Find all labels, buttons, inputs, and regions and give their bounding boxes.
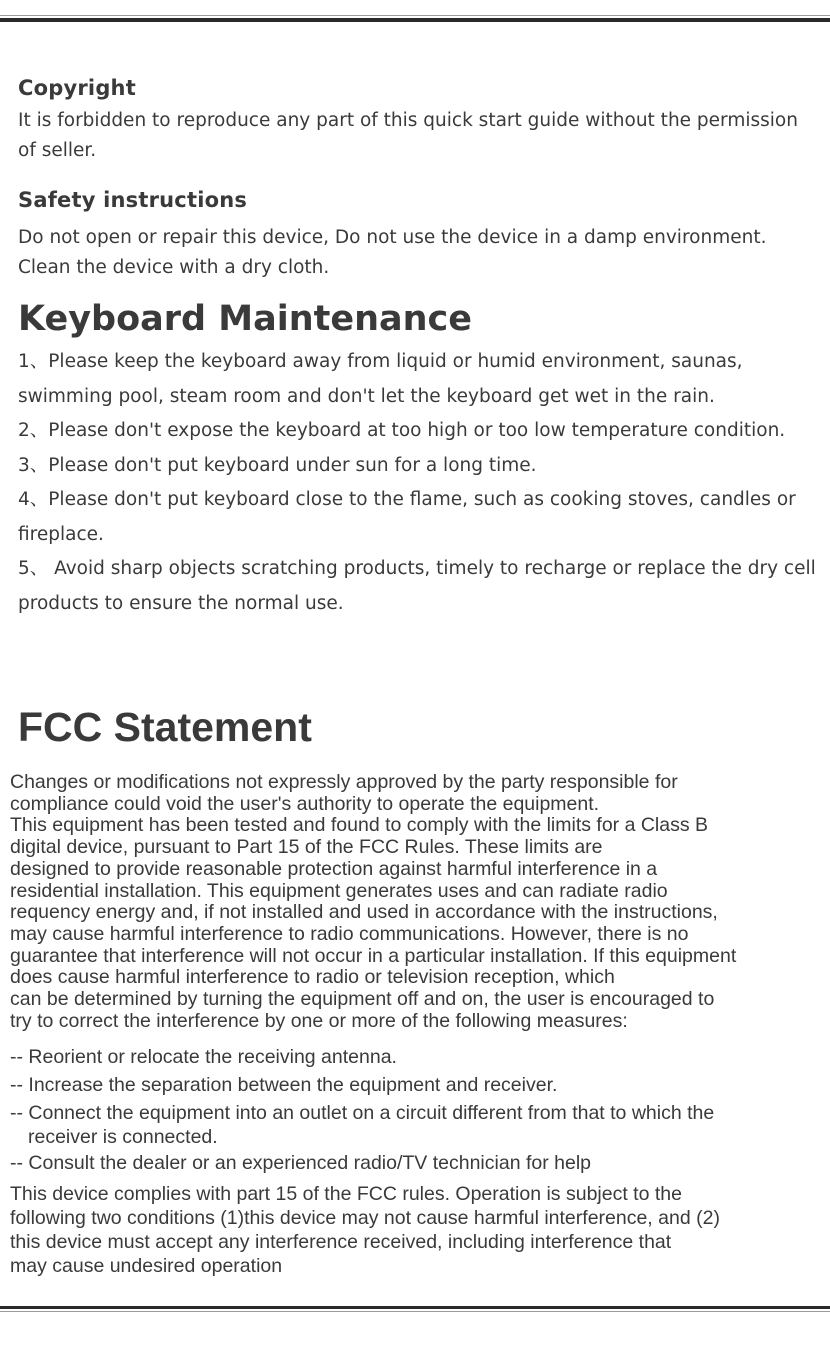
keyboard-maintenance-heading: Keyboard Maintenance [18, 299, 473, 339]
copyright-heading: Copyright [18, 76, 136, 100]
list-item: 2、Please don't expose the keyboard at too high or too low temperature condition. [18, 420, 786, 441]
bottom-divider [0, 1306, 830, 1309]
list-item: -- Consult the dealer or an experienced radio/TV technician for help [10, 1152, 591, 1174]
text-line: residential installation. This equipment generates uses and can radiate radio [10, 879, 668, 902]
fcc-body-text [10, 772, 825, 1032]
text-line: following two conditions (1)this device may not cause harmful interference, and (2) [10, 1207, 720, 1229]
list-item: -- Increase the separation between the equipment and receiver. [10, 1074, 558, 1096]
fcc-statement-heading: FCC Statement [18, 704, 312, 750]
text-line: may cause undesired operation [10, 1255, 283, 1277]
fcc-compliance-text [10, 1182, 825, 1278]
text-line: digital device, pursuant to Part 15 of the FCC Rules. These limits are [10, 836, 603, 859]
text-line: -- Connect the equipment into an outlet on a circuit different from that to which the [10, 1102, 715, 1124]
list-item: 1、Please keep the keyboard away from liquid or humid environment, saunas, swimming pool, steam room and don't let the keyboard get wet in the rain. [18, 351, 743, 407]
copyright-text: It is forbidden to reproduce any part of this quick start guide without the permission of seller. [18, 110, 798, 161]
list-item: 3、Please don't put keyboard under sun for a long time. [18, 454, 537, 476]
safety-text: Do not open or repair this device, Do not use the device in a damp environment. Clean the device with a dry cloth. [18, 227, 767, 278]
top-divider [0, 18, 830, 22]
text-line: guarantee that interference will not occur in a particular installation. If this equipment [10, 944, 737, 967]
text-line: this device must accept any interference received, including interference that [10, 1231, 672, 1253]
fcc-measures-list [10, 1045, 825, 1179]
safety-heading: Safety instructions [18, 188, 248, 212]
text-line: compliance could void the user's authority to operate the equipment. [10, 792, 600, 815]
list-item [10, 1101, 825, 1149]
text-line: can be determined by turning the equipment off and on, the user is encouraged to [10, 988, 715, 1011]
text-line: designed to provide reasonable protection against harmful interference in a [10, 857, 658, 880]
text-line: may cause harmful interference to radio communications. However, there is no [10, 922, 689, 945]
text-line: receiver is connected. [28, 1126, 218, 1148]
text-line: Changes or modifications not expressly approved by the party responsible for [10, 771, 678, 793]
list-item: 5、 Avoid sharp objects scratching products, timely to recharge or replace the dry cell products to ensure the normal use. [18, 558, 816, 614]
text-line: try to correct the interference by one or more of the following measures: [10, 1009, 628, 1032]
list-item: 4、Please don't put keyboard close to the flame, such as cooking stoves, candles or fireplace. [18, 489, 796, 545]
keyboard-maintenance-list [18, 345, 818, 621]
text-line: requency energy and, if not installed and used in accordance with the instructions, [10, 901, 718, 924]
list-item: -- Reorient or relocate the receiving antenna. [10, 1046, 397, 1068]
text-line: does cause harmful interference to radio or television reception, which [10, 966, 615, 989]
text-line: This device complies with part 15 of the FCC rules. Operation is subject to the [10, 1183, 682, 1205]
text-line: This equipment has been tested and found to comply with the limits for a Class B [10, 814, 709, 837]
